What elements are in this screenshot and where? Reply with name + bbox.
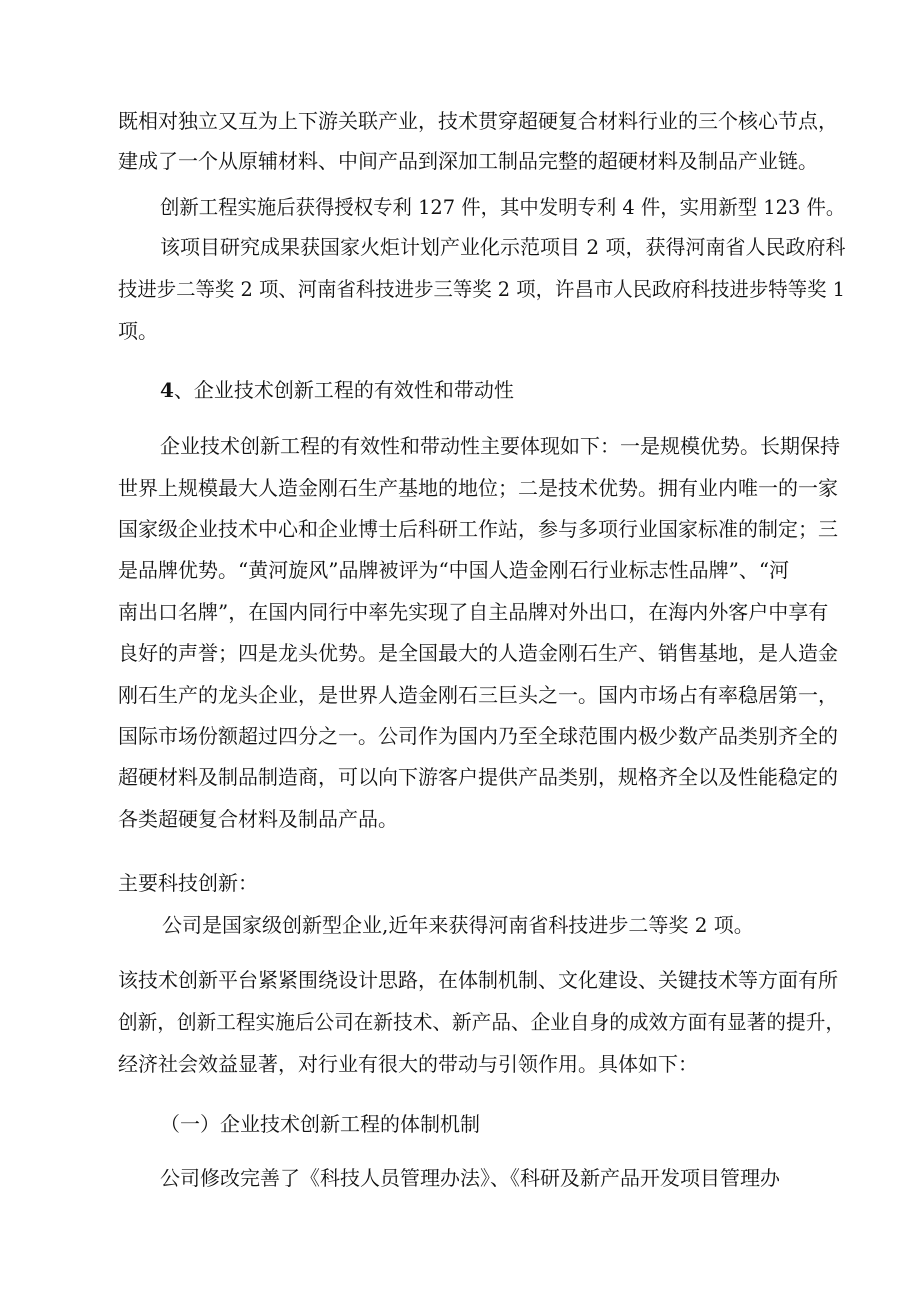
- paragraph-line: 创新，创新工程实施后公司在新技术、新产品、企业自身的成效方面有显著的提升，: [118, 1010, 845, 1034]
- paragraph-line: 项。: [118, 319, 158, 343]
- section-heading-number: 4: [160, 378, 174, 402]
- paragraph-line: 创新工程实施后获得授权专利 127 件，其中发明专利 4 件，实用新型 123 件。: [160, 195, 846, 219]
- paragraph-line: 建成了一个从原辅材料、中间产品到深加工制品完整的超硬材料及制品产业链。: [118, 149, 818, 173]
- paragraph-line: 企业技术创新工程的有效性和带动性主要体现如下：一是规模优势。长期保持: [160, 434, 840, 458]
- paragraph-line: 良好的声誉；四是龙头优势。是全国最大的人造金刚石生产、销售基地，是人造金: [118, 641, 838, 665]
- paragraph-line: 国际市场份额超过四分之一。公司作为国内乃至全球范围内极少数产品类别齐全的: [118, 724, 838, 748]
- paragraph-line: 南出口名牌”，在国内同行中率先实现了自主品牌对外出口，在海内外客户中享有: [118, 600, 829, 624]
- paragraph-line: 各类超硬复合材料及制品产品。: [118, 807, 398, 831]
- paragraph-line: 该技术创新平台紧紧围绕设计思路，在体制机制、文化建设、关键技术等方面有所: [118, 968, 838, 992]
- paragraph-line: 既相对独立又互为上下游关联产业，技术贯穿超硬复合材料行业的三个核心节点，: [118, 109, 838, 133]
- paragraph-line: 经济社会效益显著，对行业有很大的带动与引领作用。具体如下：: [118, 1052, 698, 1076]
- paragraph-line: 刚石生产的龙头企业，是世界人造金刚石三巨头之一。国内市场占有率稳居第一，: [118, 683, 838, 707]
- paragraph-line: 世界上规模最大人造金刚石生产基地的地位；二是技术优势。拥有业内唯一的一家: [118, 476, 838, 500]
- paragraph-line: 主要科技创新：: [118, 871, 258, 895]
- section-heading-text: 、企业技术创新工程的有效性和带动性: [173, 378, 514, 402]
- paragraph-line: 公司是国家级创新型企业,近年来获得河南省科技进步二等奖 2 项。: [162, 913, 754, 937]
- paragraph-line: 超硬材料及制品制造商，可以向下游客户提供产品类别，规格齐全以及性能稳定的: [118, 765, 838, 789]
- subsection-heading: （一）企业技术创新工程的体制机制: [160, 1112, 480, 1136]
- paragraph-line: 技进步二等奖 2 项、河南省科技进步三等奖 2 项，许昌市人民政府科技进步特等奖 1: [118, 277, 845, 301]
- section-heading: [160, 375, 514, 405]
- paragraph-line: 国家级企业技术中心和企业博士后科研工作站，参与多项行业国家标准的制定；三: [118, 517, 838, 541]
- paragraph-line: 公司修改完善了《科技人员管理办法》、《科研及新产品开发项目管理办: [160, 1166, 780, 1190]
- paragraph-line: 是品牌优势。“黄河旋风”品牌被评为“中国人造金刚石行业标志性品牌”、“河: [118, 558, 790, 582]
- paragraph-line: 该项目研究成果获国家火炬计划产业化示范项目 2 项，获得河南省人民政府科: [160, 235, 846, 259]
